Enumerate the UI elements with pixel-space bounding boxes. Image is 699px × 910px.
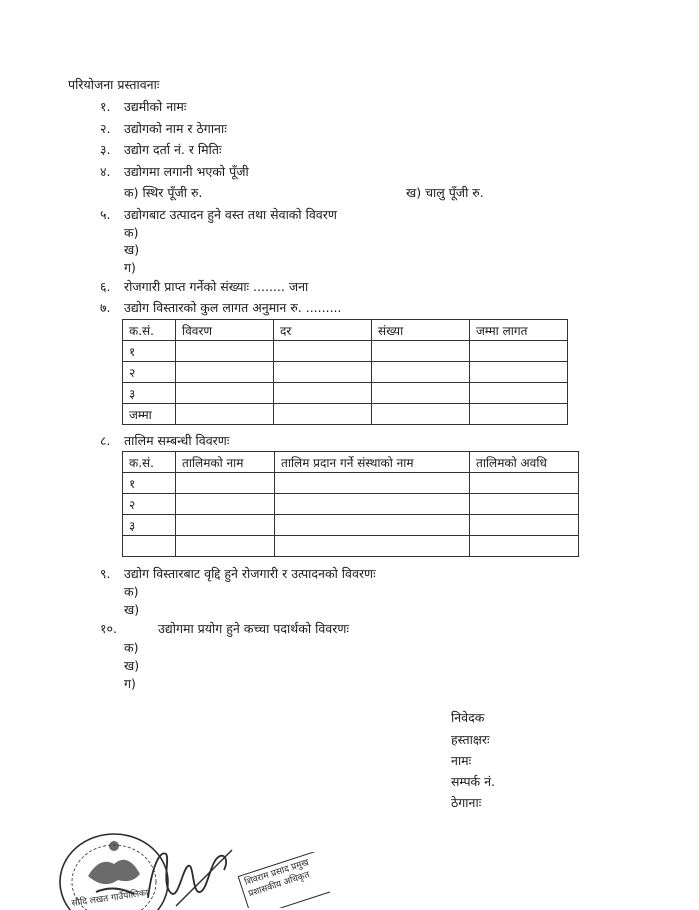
- table-cell: [470, 515, 579, 536]
- item-4-num: ४.: [100, 164, 111, 179]
- table-header-cell: जम्मा लागत: [470, 320, 568, 341]
- training-table: [122, 451, 579, 557]
- table-cell: [176, 515, 275, 536]
- page-heading: परियोजना प्रस्तावनाः: [68, 77, 160, 92]
- table-cell: [372, 362, 470, 383]
- row-serial: २: [123, 362, 176, 383]
- item-7-num: ७.: [100, 300, 111, 315]
- table-cell: [274, 383, 372, 404]
- item-9-sub-kha: ख): [124, 602, 140, 617]
- table-cell: [470, 383, 568, 404]
- table-header-cell: क.सं.: [123, 320, 176, 341]
- table-total-row: [123, 404, 568, 425]
- table-cell: [372, 383, 470, 404]
- table-row: [123, 515, 579, 536]
- table-cell: [470, 536, 579, 557]
- seal-text: सौदि लखत गाउँपालिका: [71, 888, 149, 909]
- contact-label: सम्पर्क नं.: [451, 774, 496, 789]
- item-7-text: उद्योग विस्तारको कुल लागत अनुमान रु. .........: [124, 300, 342, 315]
- table-row: [123, 362, 568, 383]
- item-3-text: उद्योग दर्ता नं. र मितिः: [124, 142, 222, 157]
- fixed-capital-label: क) स्थिर पूँजी रु.: [124, 185, 203, 200]
- officer-stamp-text: शिवराम प्रसाद प्रमुख प्रशासकीय अधिकृत: [238, 852, 330, 908]
- officer-stamp-icon: [238, 852, 330, 908]
- table-cell: [470, 341, 568, 362]
- item-10-num: १०.: [100, 621, 117, 636]
- row-serial: १: [123, 473, 176, 494]
- item-10-sub-ga: ग): [124, 676, 136, 691]
- item-5-text: उद्योगबाट उत्पादन हुने वस्त तथा सेवाको विवरण: [124, 207, 337, 222]
- table-cell: [176, 473, 275, 494]
- item-6-text: रोजगारी प्राप्त गर्नेको संख्याः ........ जना: [124, 279, 309, 294]
- row-serial: ३: [123, 515, 176, 536]
- table-header-cell: संख्या: [372, 320, 470, 341]
- table-header-cell: क.सं.: [123, 452, 176, 473]
- table-cell: [176, 383, 274, 404]
- applicant-title: निवेदक: [451, 710, 485, 725]
- item-5-sub-kha: ख): [124, 242, 140, 257]
- item-5-sub-ga: ग): [124, 260, 136, 275]
- item-1-text: उद्यमीको नामः: [124, 99, 187, 114]
- row-serial: [123, 536, 176, 557]
- table-header-cell: दर: [274, 320, 372, 341]
- item-5-num: ५.: [100, 207, 111, 222]
- item-9-text: उद्योग विस्तारबाट वृद्दि हुने रोजगारी र उत्पादनको विवरणः: [124, 566, 376, 581]
- row-serial: १: [123, 341, 176, 362]
- table-header-row: [123, 320, 568, 341]
- table-row: [123, 383, 568, 404]
- signature-label: हस्ताक्षरः: [451, 732, 490, 747]
- item-5-sub-ka: क): [124, 225, 139, 240]
- table-cell: [372, 341, 470, 362]
- table-header-cell: तालिमको अवधि: [470, 452, 579, 473]
- row-serial: २: [123, 494, 176, 515]
- total-label: जम्मा: [123, 404, 176, 425]
- item-10-sub-kha: ख): [124, 658, 140, 673]
- item-2-text: उद्योगको नाम र ठेगानाः: [124, 121, 227, 136]
- table-cell: [176, 362, 274, 383]
- table-cell: [275, 536, 470, 557]
- item-6-num: ६.: [100, 279, 111, 294]
- table-header-cell: तालिम प्रदान गर्ने संस्थाको नाम: [275, 452, 470, 473]
- item-4-text: उद्योगमा लगानी भएको पूँजी: [124, 164, 249, 179]
- item-2-num: २.: [100, 121, 111, 136]
- table-cell: [176, 494, 275, 515]
- table-cell: [274, 341, 372, 362]
- table-header-cell: विवरण: [176, 320, 274, 341]
- table-row: [123, 536, 579, 557]
- cost-estimate-table: [122, 319, 568, 425]
- item-10-sub-ka: क): [124, 640, 139, 655]
- table-header-cell: तालिमको नाम: [176, 452, 275, 473]
- signature-scribble-icon: [140, 836, 240, 910]
- table-cell: [274, 362, 372, 383]
- table-row: [123, 473, 579, 494]
- table-cell: [470, 494, 579, 515]
- item-1-num: १.: [100, 99, 111, 114]
- item-8-num: ८.: [100, 433, 111, 448]
- table-row: [123, 494, 579, 515]
- item-10-text: उद्योगमा प्रयोग हुने कच्चा पदार्थको विवरणः: [158, 621, 349, 636]
- table-cell: [470, 404, 568, 425]
- item-3-num: ३.: [100, 142, 111, 157]
- table-row: [123, 341, 568, 362]
- item-9-sub-ka: क): [124, 584, 139, 599]
- table-cell: [176, 404, 274, 425]
- table-cell: [274, 404, 372, 425]
- table-cell: [176, 341, 274, 362]
- name-label: नामः: [451, 753, 472, 768]
- table-cell: [275, 494, 470, 515]
- row-serial: ३: [123, 383, 176, 404]
- working-capital-label: ख) चालु पूँजी रु.: [406, 185, 484, 200]
- table-cell: [176, 536, 275, 557]
- address-label: ठेगानाः: [451, 795, 482, 810]
- table-cell: [470, 362, 568, 383]
- table-cell: [372, 404, 470, 425]
- item-9-num: ९.: [100, 566, 111, 581]
- table-cell: [275, 473, 470, 494]
- item-8-text: तालिम सम्बन्धी विवरणः: [124, 433, 230, 448]
- table-cell: [275, 515, 470, 536]
- table-cell: [470, 473, 579, 494]
- table-header-row: [123, 452, 579, 473]
